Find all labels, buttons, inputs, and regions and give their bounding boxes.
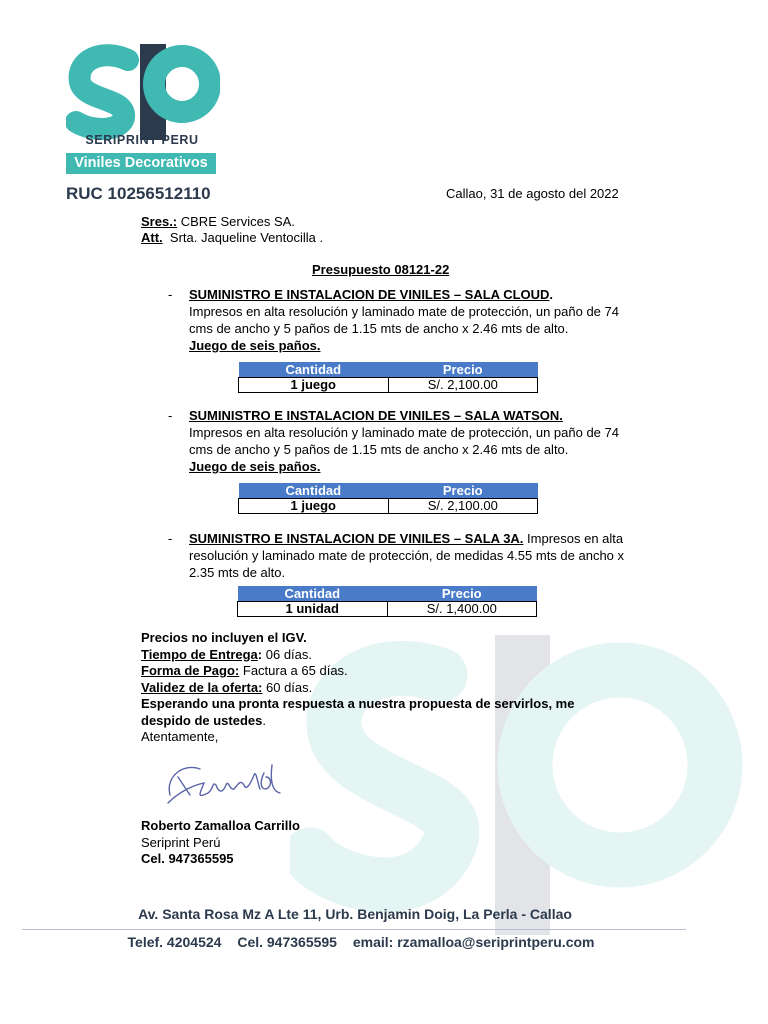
qty-cell: 1 juego — [239, 378, 389, 393]
att-label: Att. — [141, 230, 163, 245]
item-description: Impresos en alta resolución y laminado mate de protección, un paño de 74 cms de ancho y 5 paños de 1.15 mts de ancho x 2.46 mts de alto. — [189, 425, 619, 457]
closing-line — [141, 696, 601, 729]
handwritten-signature-icon — [160, 755, 290, 815]
quote-title: Presupuesto 08121-22 — [312, 262, 450, 277]
delivery-line — [141, 647, 601, 664]
qty-header: Cantidad — [239, 362, 389, 378]
recipient-sres — [141, 214, 295, 231]
payment-value: Factura a 65 días. — [239, 663, 348, 678]
qty-header: Cantidad — [238, 586, 388, 602]
price-table — [237, 586, 537, 617]
item-title: SUMINISTRO E INSTALACION DE VINILES – SALA 3A. — [189, 531, 524, 546]
footer-cel: Cel. 947365595 — [237, 934, 337, 950]
document-date: Callao, 31 de agosto del 2022 — [446, 186, 619, 201]
item-title-suffix: . — [549, 287, 554, 302]
regards-text: Atentamente, — [141, 729, 219, 744]
price-table — [238, 362, 538, 393]
ruc-number: RUC 10256512110 — [66, 184, 211, 203]
validity-value: 60 días. — [262, 679, 313, 695]
brand-name: SERIPRINT PERU — [85, 133, 199, 147]
payment-line — [141, 663, 601, 680]
item-watson — [189, 407, 629, 475]
validity-line — [141, 680, 601, 697]
price-cell: S/. 1,400.00 — [387, 602, 537, 617]
item-3a — [189, 530, 629, 581]
item-set-label: Juego de seis paños. — [189, 459, 321, 474]
closing-tail: . — [262, 712, 266, 728]
validity-colon: : — [258, 679, 263, 695]
item-title: SUMINISTRO E INSTALACION DE VINILES – SALA WATSON. — [189, 408, 563, 423]
item-description: Impresos en alta resolución y laminado mate de protección, un paño de 74 cms de ancho y 5 paños de 1.15 mts de ancho x 2.46 mts de alto. — [189, 304, 619, 336]
item-dash: - — [168, 531, 173, 546]
price-header: Precio — [388, 483, 538, 499]
delivery-label: Tiempo de Entrega — [141, 646, 258, 662]
price-cell: S/. 2,100.00 — [388, 499, 538, 514]
qty-cell: 1 juego — [239, 499, 389, 514]
att-value: Srta. Jaqueline Ventocilla . — [162, 230, 324, 245]
item-title: SUMINISTRO E INSTALACION DE VINILES – SALA CLOUD — [189, 287, 550, 302]
delivery-colon: : — [257, 646, 263, 662]
signer-phone: Cel. 947365595 — [141, 851, 234, 866]
price-header: Precio — [387, 586, 537, 602]
closing-text: Esperando una pronta respuesta a nuestra propuesta de servirlos, me despido de ustedes — [141, 696, 575, 728]
footer-address: Av. Santa Rosa Mz A Lte 11, Urb. Benjamin Doig, La Perla - Callao — [138, 906, 572, 922]
footer-email: email: rzamalloa@seriprintperu.com — [352, 934, 595, 950]
signer-name: Roberto Zamalloa Carrillo — [141, 818, 300, 833]
qty-cell: 1 unidad — [238, 602, 388, 617]
signer-company: Seriprint Perú — [141, 834, 221, 850]
footer-tel: Telef. 4204524 — [127, 934, 222, 950]
validity-label: Validez de la oferta — [141, 679, 259, 695]
price-cell: S/. 2,100.00 — [388, 378, 538, 393]
delivery-value: 06 días. — [262, 646, 313, 662]
sres-label: Sres.: — [141, 214, 178, 229]
qty-header: Cantidad — [239, 483, 389, 499]
payment-label: Forma de Pago — [141, 663, 235, 678]
item-description: Impresos en alta resolución y laminado mate de protección, de medidas 4.55 mts de ancho x 2.35 mts de alto. — [189, 531, 625, 580]
terms-notes — [141, 630, 601, 746]
igv-note: Precios no incluyen el IGV. — [141, 630, 307, 645]
item-dash: - — [168, 408, 173, 423]
item-cloud — [189, 286, 629, 354]
footer-divider — [22, 929, 686, 930]
signer-block — [141, 818, 300, 868]
price-header: Precio — [388, 362, 538, 378]
brand-tagline: Viniles Decorativos — [66, 153, 216, 174]
sres-value: CBRE Services SA. — [177, 214, 295, 229]
payment-colon: : — [234, 663, 240, 678]
recipient-att — [141, 230, 323, 247]
item-set-label: Juego de seis paños. — [189, 338, 321, 353]
item-dash: - — [168, 287, 173, 302]
footer-contacts — [0, 934, 722, 950]
price-table — [238, 483, 538, 514]
